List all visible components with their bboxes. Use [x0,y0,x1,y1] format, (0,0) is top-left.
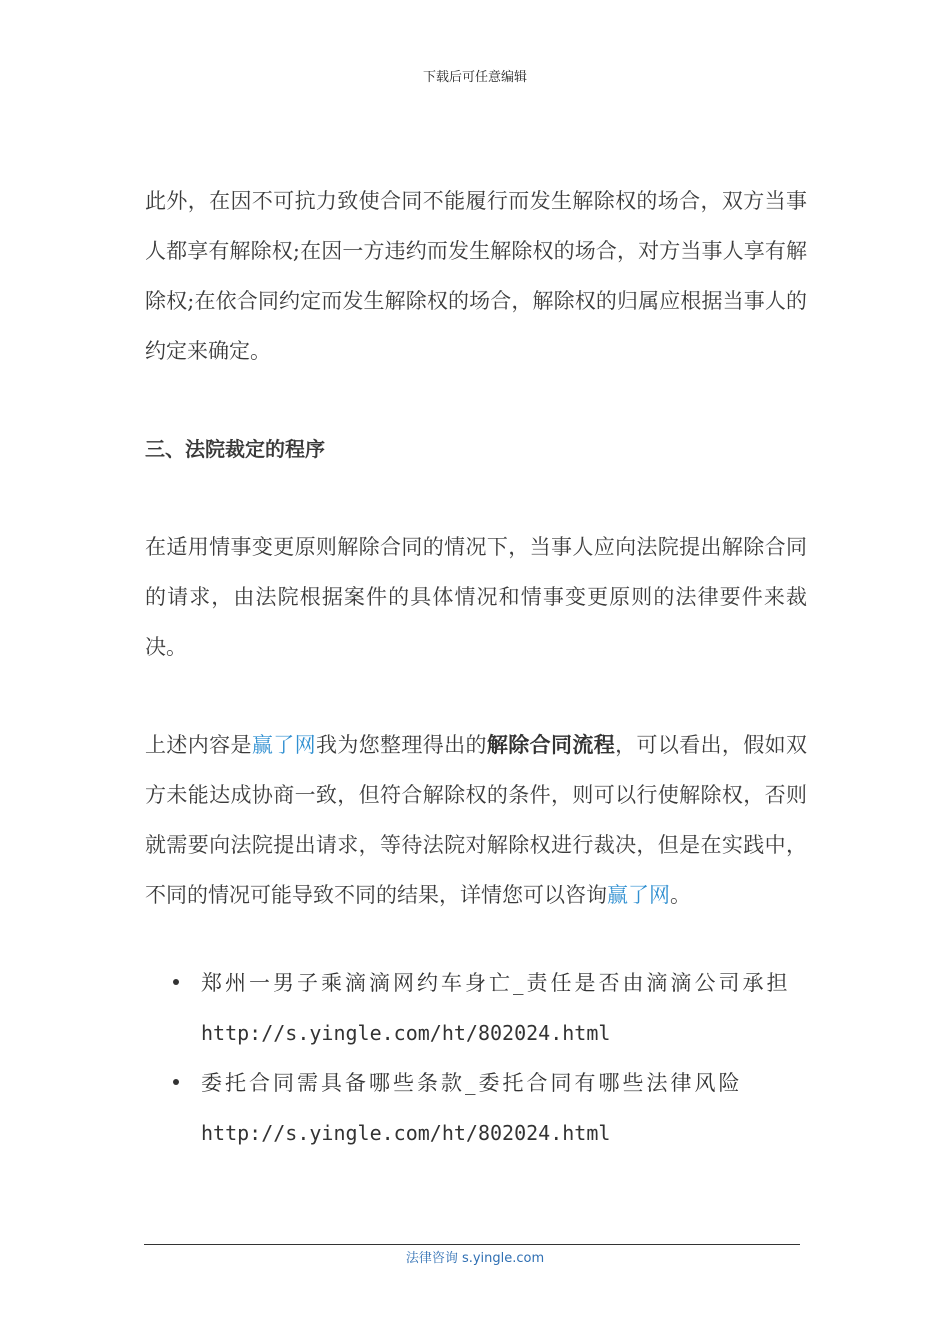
summary-text-3: ，可以看出，假如双方未能达成协商一致，但符合解除权的条件，则可以行使解除权，否则就需要向法院提出请求，等待法院对解除权进行裁决，但是在实践中，不同的情况可能导致不同的结果，详情您可以咨询 [145,733,808,907]
document-body [145,176,807,1158]
paragraph-summary [145,720,807,920]
section-heading-court-procedure: 三、法院裁定的程序 [145,437,325,461]
list-item[interactable] [145,1058,807,1158]
paragraph-termination-rights: 此外，在因不可抗力致使合同不能履行而发生解除权的场合，双方当事人都享有解除权;在因一方违约而发生解除权的场合，对方当事人享有解除权;在依合同约定而发生解除权的场合，解除权的归属应根据当事人的约定来确定。 [145,189,807,363]
summary-text-4: 。 [670,883,691,907]
spacer [145,474,807,522]
footer-divider [144,1244,800,1245]
bullet-icon [173,1079,179,1085]
summary-text-1: 上述内容是 [145,733,252,757]
keyword-termination-process: 解除合同流程 [486,733,616,757]
related-article-url[interactable]: http://s.yingle.com/ht/802024.html [201,1121,611,1145]
footer-link[interactable]: 法律咨询 s.yingle.com [405,1251,545,1266]
paragraph-court-procedure: 在适用情事变更原则解除合同的情况下，当事人应向法院提出解除合同的请求，由法院根据案件的具体情况和情事变更原则的法律要件来裁决。 [145,535,807,659]
list-item[interactable] [145,958,807,1058]
yingle-link-consult[interactable]: 赢了网 [607,883,670,907]
spacer [145,920,807,958]
yingle-link[interactable]: 赢了网 [251,733,316,757]
related-article-url[interactable]: http://s.yingle.com/ht/802024.html [201,1021,611,1045]
summary-text-2: 我为您整理得出的 [315,733,487,757]
related-article-title[interactable]: 委托合同需具备哪些条款_委托合同有哪些法律风险 [201,1071,743,1095]
related-articles-list [145,958,807,1158]
spacer [145,672,807,720]
page-header: 下载后可任意编辑 [422,70,527,85]
related-article-title[interactable]: 郑州一男子乘滴滴网约车身亡_责任是否由滴滴公司承担 [201,971,791,995]
spacer [145,376,807,424]
bullet-icon [173,979,179,985]
